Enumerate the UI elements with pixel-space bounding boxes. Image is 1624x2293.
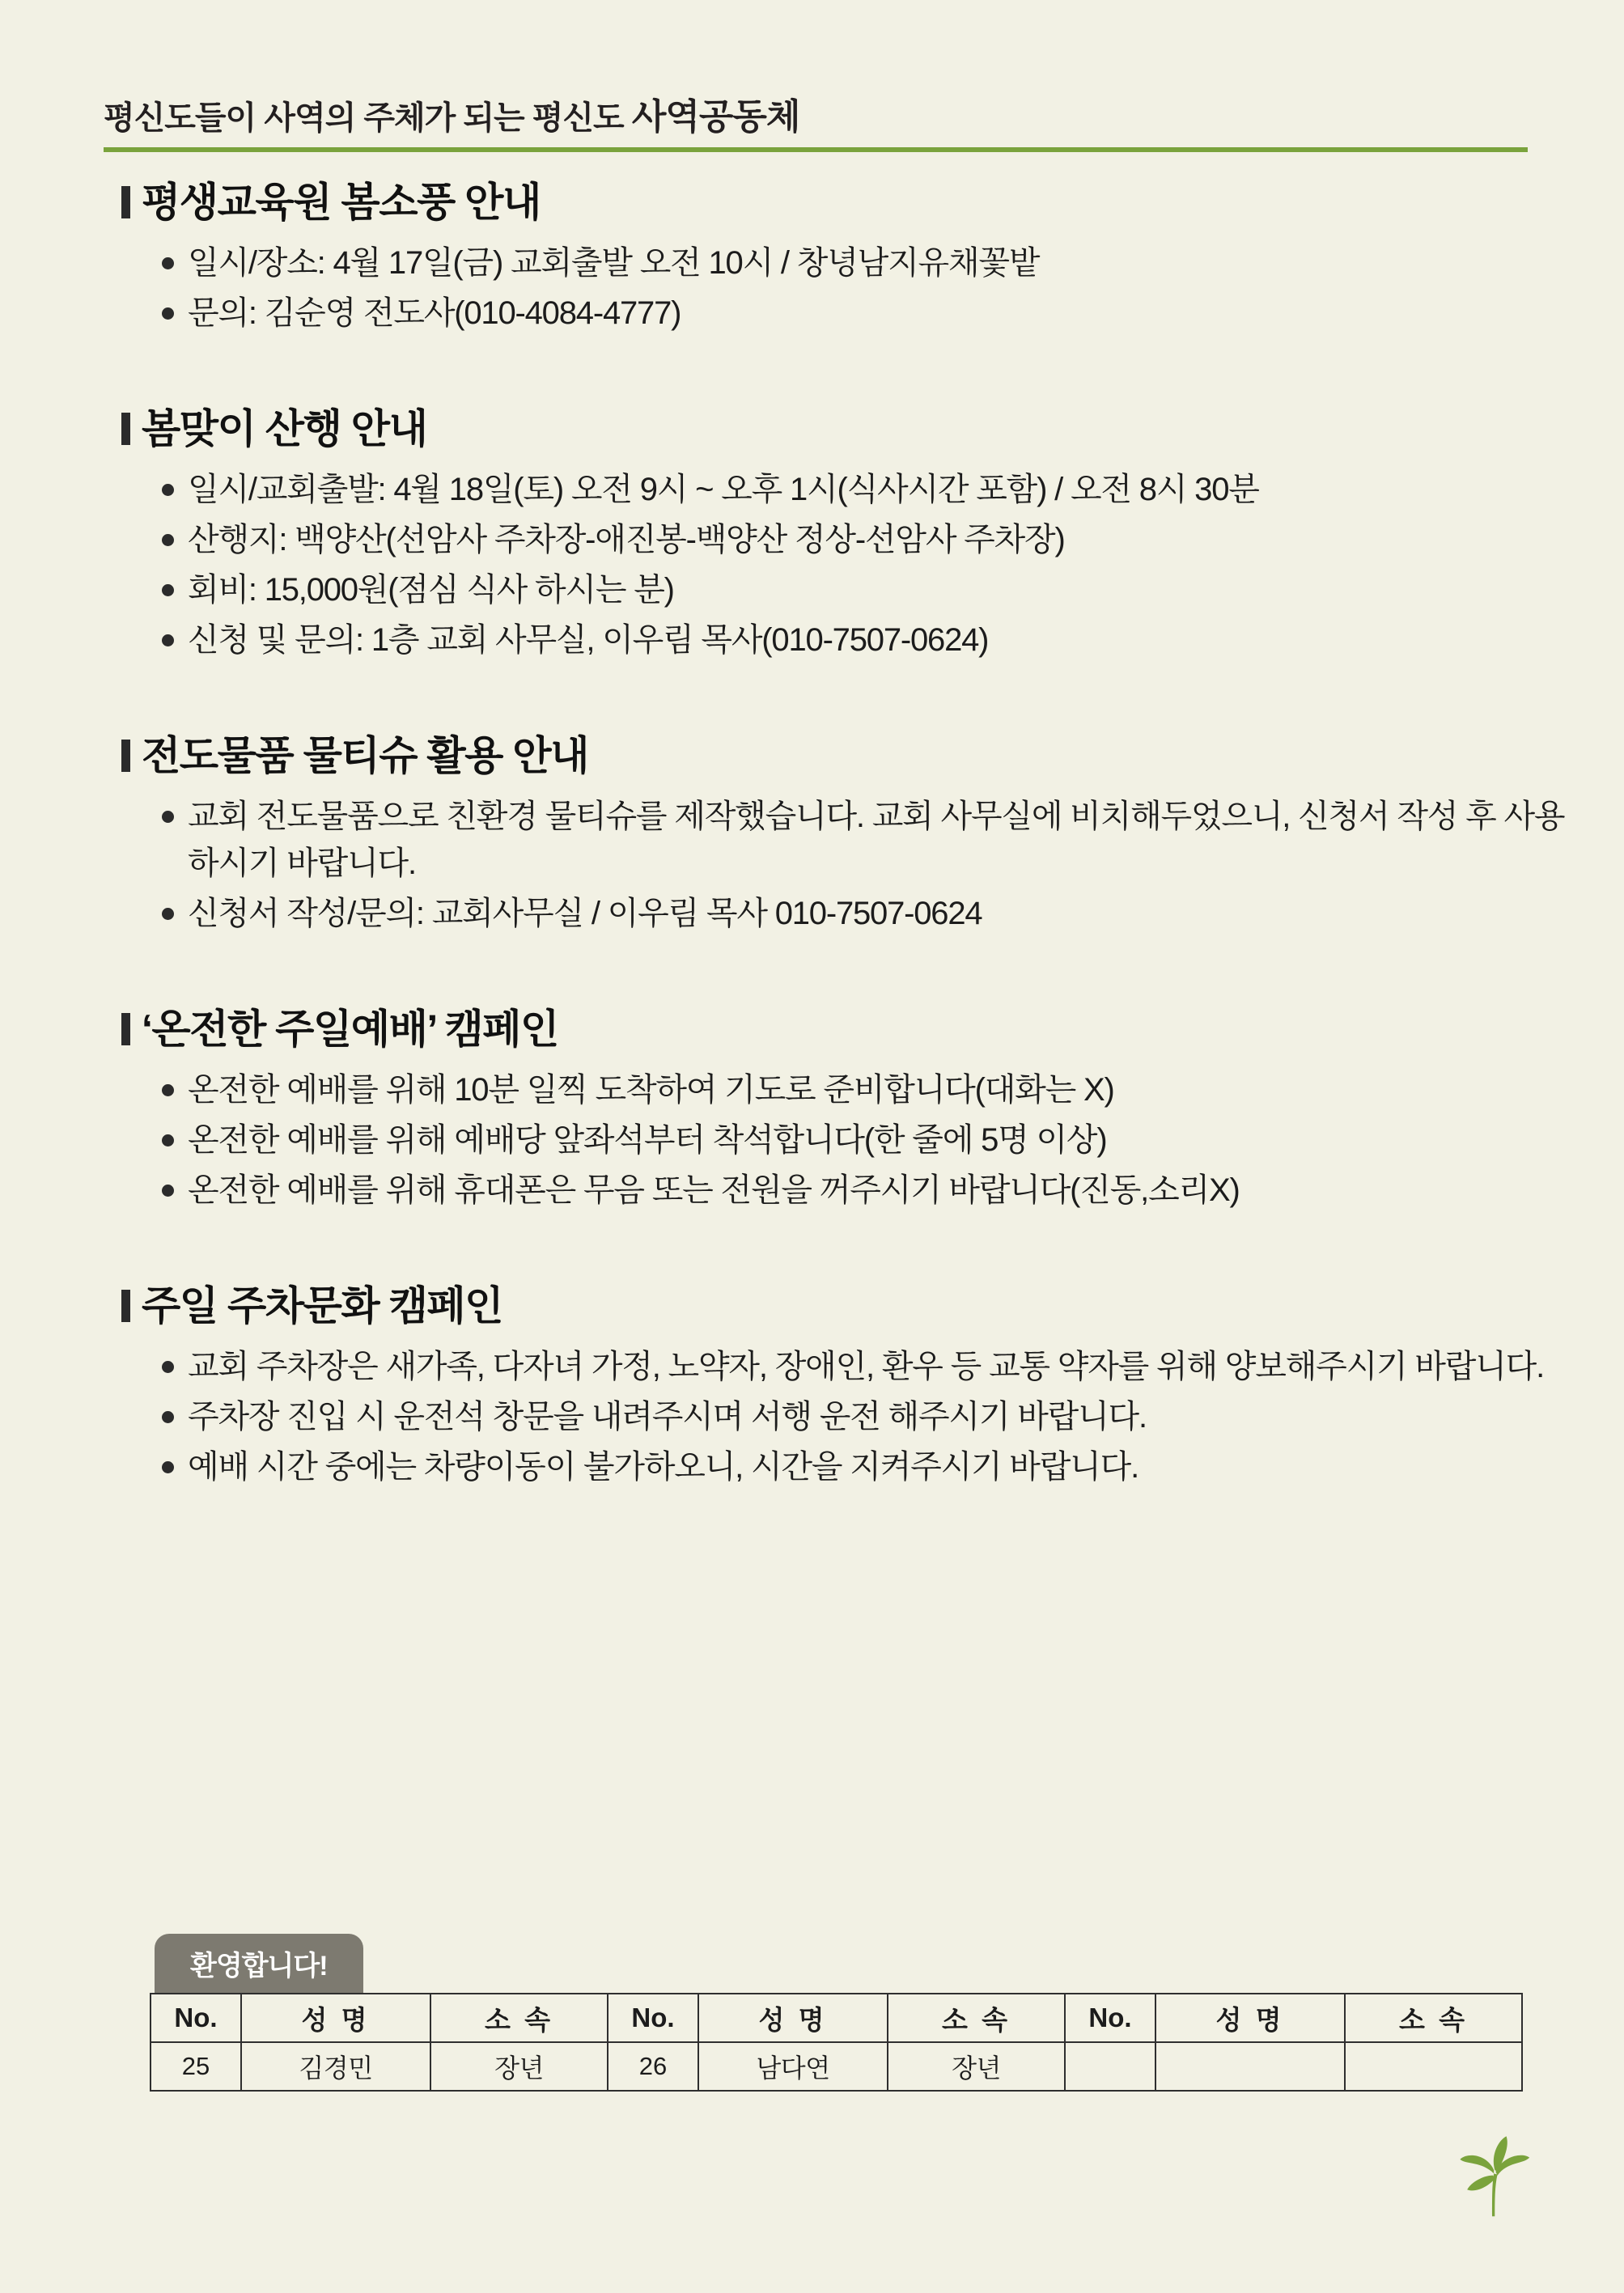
welcome-section	[150, 1934, 1477, 2092]
list-item: 신청 및 문의: 1층 교회 사무실, 이우림 목사(010-7507-0624)	[159, 617, 1570, 663]
title-bar-icon	[121, 1290, 130, 1322]
column-header-no: No.	[1065, 1994, 1155, 2042]
section-title	[121, 170, 1570, 228]
section-title-text: 전도물품 물티슈 활용 안내	[142, 733, 588, 778]
list-item: 일시/장소: 4월 17일(금) 교회출발 오전 10시 / 창녕남지유채꽃밭	[159, 239, 1570, 286]
header-tagline-emphasis: 사역공동체	[631, 97, 800, 137]
list-item: 산행지: 백양산(선암사 주차장-애진봉-백양산 정상-선암사 주차장)	[159, 516, 1570, 563]
column-header-name: 성 명	[698, 1994, 888, 2042]
title-bar-icon	[121, 186, 130, 218]
new-members-table	[150, 1993, 1523, 2092]
cell-name: 남다연	[698, 2042, 888, 2091]
bullet-list	[121, 239, 1570, 337]
title-bar-icon	[121, 413, 130, 445]
list-item: 온전한 예배를 위해 휴대폰은 무음 또는 전원을 꺼주시기 바랍니다(진동,소리X)	[159, 1167, 1570, 1214]
list-item: 온전한 예배를 위해 예배당 앞좌석부터 착석합니다(한 줄에 5명 이상)	[159, 1117, 1570, 1163]
section-worship-campaign	[121, 997, 1570, 1214]
table-row	[151, 2042, 1522, 2091]
column-header-name: 성 명	[241, 1994, 430, 2042]
list-item: 온전한 예배를 위해 10분 일찍 도착하여 기도로 준비합니다(대화는 X)	[159, 1066, 1570, 1113]
welcome-tab-label: 환영합니다!	[155, 1934, 363, 1993]
list-item: 교회 전도물품으로 친환경 물티슈를 제작했습니다. 교회 사무실에 비치해두었으니, 신청서 작성 후 사용하시기 바랍니다.	[159, 793, 1570, 887]
title-bar-icon	[121, 740, 130, 772]
bullet-list	[121, 1343, 1570, 1490]
table-header-row	[151, 1994, 1522, 2042]
header-tagline	[104, 87, 1528, 139]
section-parking-campaign	[121, 1274, 1570, 1490]
title-bar-icon	[121, 1013, 130, 1045]
section-title	[121, 396, 1570, 455]
header-tagline-lead: 평신도들이 사역의 주체가 되는 평신도	[104, 100, 632, 136]
cell-no: 25	[151, 2042, 241, 2091]
cell-name: 김경민	[241, 2042, 430, 2091]
section-title-text: 주일 주차문화 캠페인	[142, 1283, 502, 1329]
column-header-name: 성 명	[1155, 1994, 1345, 2042]
list-item: 예배 시간 중에는 차량이동이 불가하오니, 시간을 지켜주시기 바랍니다.	[159, 1443, 1570, 1490]
column-header-group: 소 속	[1345, 1994, 1522, 2042]
section-title-text: 평생교육원 봄소풍 안내	[142, 180, 541, 225]
list-item: 교회 주차장은 새가족, 다자녀 가정, 노약자, 장애인, 환우 등 교통 약자를 위해 양보해주시기 바랍니다.	[159, 1343, 1570, 1390]
section-title-text: ‘온전한 주일예배’ 캠페인	[142, 1007, 558, 1052]
cell-group	[1345, 2042, 1522, 2091]
section-spring-picnic	[121, 170, 1570, 337]
announcement-list	[121, 170, 1570, 1494]
cell-group: 장년	[430, 2042, 608, 2091]
cell-name	[1155, 2042, 1345, 2091]
section-spring-hiking	[121, 396, 1570, 663]
section-title	[121, 1274, 1570, 1332]
cell-group: 장년	[888, 2042, 1065, 2091]
cell-no: 26	[608, 2042, 698, 2091]
page-header	[104, 87, 1528, 152]
list-item: 주차장 진입 시 운전석 창문을 내려주시며 서행 운전 해주시기 바랍니다.	[159, 1393, 1570, 1440]
column-header-group: 소 속	[430, 1994, 608, 2042]
section-title	[121, 723, 1570, 782]
list-item: 일시/교회출발: 4월 18일(토) 오전 9시 ~ 오후 1시(식사시간 포함) / 오전 8시 30분	[159, 466, 1570, 513]
list-item: 회비: 15,000원(점심 식사 하시는 분)	[159, 566, 1570, 613]
cell-no	[1065, 2042, 1155, 2091]
section-title-text: 봄맞이 산행 안내	[142, 406, 427, 451]
column-header-no: No.	[151, 1994, 241, 2042]
bullet-list	[121, 793, 1570, 937]
list-item: 문의: 김순영 전도사(010-4084-4777)	[159, 290, 1570, 337]
header-divider	[104, 147, 1528, 152]
bullet-list	[121, 466, 1570, 663]
leaf-icon	[1448, 2134, 1537, 2223]
section-wet-tissue	[121, 723, 1570, 937]
section-title	[121, 997, 1570, 1055]
bullet-list	[121, 1066, 1570, 1214]
column-header-group: 소 속	[888, 1994, 1065, 2042]
list-item: 신청서 작성/문의: 교회사무실 / 이우림 목사 010-7507-0624	[159, 890, 1570, 937]
column-header-no: No.	[608, 1994, 698, 2042]
